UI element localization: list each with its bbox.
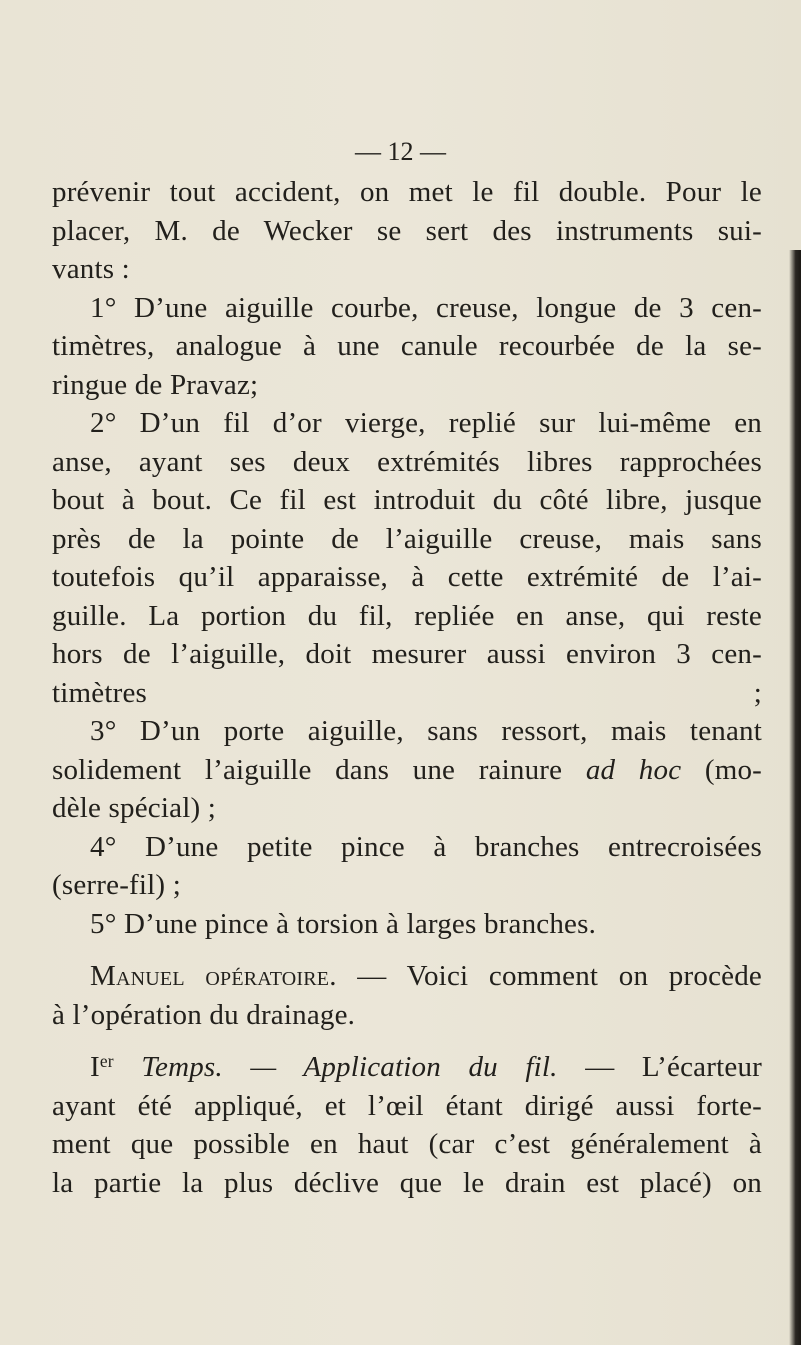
step-title: Temps. — Application du fil. [141, 1051, 558, 1083]
text-line: prévenir tout accident, on met le fil double. Pour le [52, 176, 762, 208]
page-number: — 12 — [355, 137, 446, 166]
section-heading: Manuel opératoire. — [90, 960, 387, 992]
text-line [52, 751, 762, 790]
text-line: 2° D’un fil d’or vierge, replié sur lui-même en [90, 407, 762, 439]
text-line [52, 957, 762, 996]
text-segment: solidement l’aiguille dans une rainure [52, 753, 563, 786]
text-line: (serre-fil) ; [52, 869, 181, 901]
text-line: 1° D’une aiguille courbe, creuse, longue de 3 cen- [90, 291, 762, 324]
text-line: timètres, analogue à une canule recourbée de la se- [52, 330, 762, 362]
text-line: ringue de Pravaz; [52, 368, 259, 401]
paragraph-gap [52, 1034, 762, 1048]
text-segment: — L’écarteur [585, 1051, 763, 1083]
text-line: 5° D’une pince à torsion à larges branches. [90, 907, 597, 940]
text-line: bout à bout. Ce fil est introduit du côté libre, jusque [52, 484, 762, 516]
text-line: la partie la plus déclive que le drain est placé) on [52, 1166, 762, 1199]
text-line [52, 1048, 762, 1087]
paragraph-gap [52, 943, 762, 957]
text-line: timètres ; [52, 676, 762, 709]
text-line: ment que possible en haut (car c’est généralement à [52, 1128, 762, 1160]
body-text [52, 173, 762, 1202]
text-line: dèle spécial) ; [52, 792, 217, 824]
text-line: anse, ayant ses deux extrémités libres rapprochées [52, 445, 762, 478]
step-number: Ier [90, 1051, 114, 1083]
text-line: à l’opération du drainage. [52, 998, 356, 1031]
text-line: 3° D’un porte aiguille, sans ressort, mais tenant [90, 715, 762, 747]
text-line: vants : [52, 253, 130, 285]
text-segment: (mo- [704, 753, 763, 786]
text-line: 4° D’une petite pince à branches entrecroisées [90, 830, 762, 863]
text-line: ayant été appliqué, et l’œil étant dirigé aussi forte- [52, 1089, 762, 1122]
italic-phrase: ad hoc [585, 753, 682, 786]
text-line: guille. La portion du fil, repliée en anse, qui reste [52, 599, 762, 632]
text-line: hors de l’aiguille, doit mesurer aussi environ 3 cen- [52, 638, 762, 670]
text-line: placer, M. de Wecker se sert des instruments sui- [52, 214, 762, 247]
text-segment: Voici comment on procède [406, 960, 762, 992]
page-edge-shadow [789, 250, 801, 1345]
text-line: près de la pointe de l’aiguille creuse, mais sans [52, 522, 762, 555]
text-line: toutefois qu’il apparaisse, à cette extrémité de l’ai- [52, 561, 762, 593]
